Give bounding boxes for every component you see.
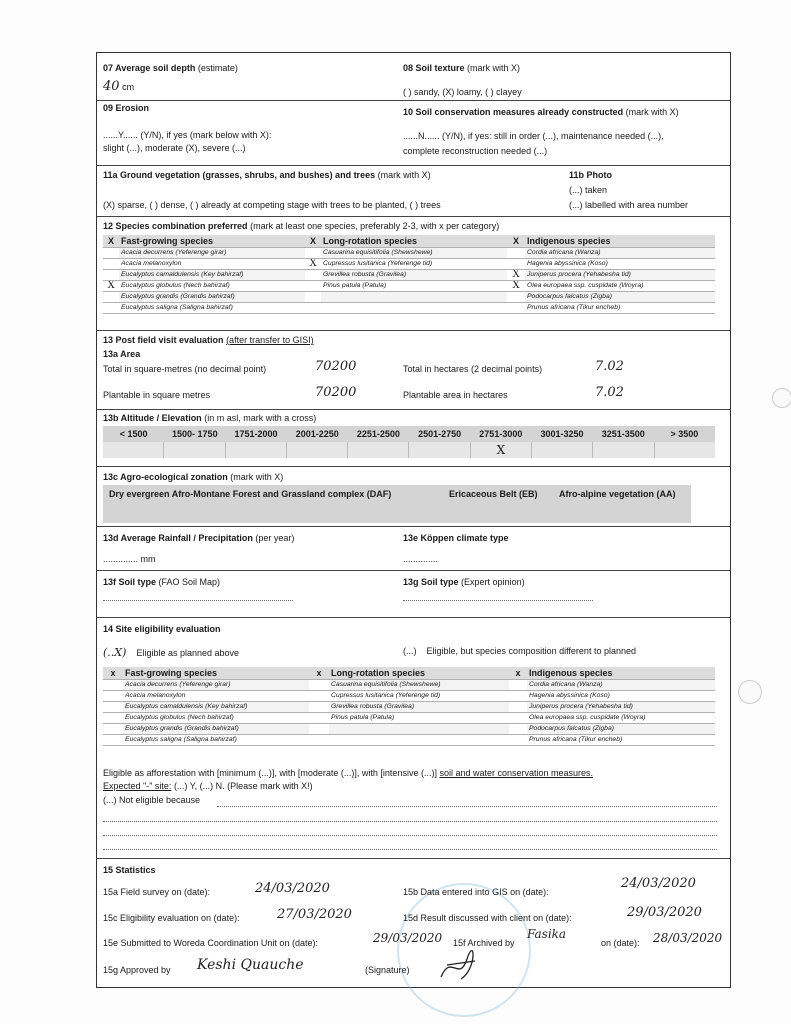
species-checkbox[interactable]	[305, 303, 321, 314]
koppen-label: 13e Köppen climate type	[403, 533, 509, 543]
agro-zonation-label: 13c Agro-ecological zonation (mark with X)	[103, 472, 284, 482]
not-eligible-blank-3[interactable]	[103, 835, 717, 836]
eligible-species-checkbox[interactable]	[103, 702, 123, 713]
species-checkbox[interactable]	[507, 292, 525, 303]
species-species-name: Acacia melanoxylon	[119, 259, 305, 270]
koppen-value[interactable]: ..............	[403, 554, 439, 564]
area-label: 13a Area	[103, 349, 141, 359]
eligible-species-header-cell: x	[509, 667, 527, 680]
eligible-species-row	[103, 735, 715, 746]
altitude-range-label: > 3500	[670, 429, 699, 439]
species-species-name: Grevillea robusta (Gravilea)	[321, 270, 507, 281]
species-checkbox[interactable]	[103, 292, 119, 303]
total-ha-label: Total in hectares (2 decimal points)	[403, 364, 543, 374]
fao-soil-label: 13f Soil type (FAO Soil Map)	[103, 577, 221, 587]
eligible-species-checkbox[interactable]	[509, 735, 527, 746]
altitude-range-label: 1751-2000	[234, 429, 278, 439]
species-species-name: Juniperus procera (Yehabesha tid)	[525, 270, 715, 281]
species-row	[103, 281, 715, 292]
species-checkbox[interactable]: X	[507, 270, 525, 281]
not-eligible-blank-2[interactable]	[103, 821, 717, 822]
species-species-name: Olea europaea ssp. cuspidate (Woyra)	[525, 281, 715, 292]
altitude-mark-cell[interactable]	[287, 442, 348, 458]
result-discussed-date[interactable]: 29/03/2020	[627, 905, 702, 920]
field-survey-label: 15a Field survey on (date):	[103, 887, 211, 897]
fao-soil-blank[interactable]	[103, 600, 293, 601]
plantable-sqm-value[interactable]: 70200	[315, 385, 357, 400]
altitude-range-label: 3001-3250	[540, 429, 584, 439]
eligible-species-checkbox[interactable]	[309, 680, 329, 691]
eligible-species-checkbox[interactable]	[103, 724, 123, 735]
eligible-species-checkbox[interactable]	[509, 691, 527, 702]
expected-site-line[interactable]: Expected "-" site: (...) Y, (...) N. (Please mark with X!)	[103, 781, 313, 791]
eligible-species-checkbox[interactable]	[103, 691, 123, 702]
eligible-species-header-row	[103, 667, 715, 680]
plantable-ha-label: Plantable area in hectares	[403, 390, 508, 400]
species-checkbox[interactable]	[103, 270, 119, 281]
species-header-cell: X	[305, 235, 321, 248]
woreda-submit-date[interactable]: 29/03/2020	[373, 931, 443, 945]
rainfall-label: 13d Average Rainfall / Precipitation (per year)	[103, 533, 295, 543]
archived-by-label: 15f Archived by	[453, 938, 515, 948]
zone-daf[interactable]: Dry evergreen Afro-Montane Forest and Grassland complex (DAF)	[109, 489, 392, 499]
altitude-mark-cell[interactable]	[409, 442, 470, 458]
eligible-species-species-name: Casuarina equisitifolia (Shewshewe)	[329, 680, 509, 691]
punch-hole-bottom	[738, 680, 762, 704]
altitude-mark-cell[interactable]	[226, 442, 287, 458]
eligible-species-row	[103, 680, 715, 691]
afforestation-line[interactable]: Eligible as afforestation with [minimum (...)], with [moderate (...)], with [intensive (...)] soil and water conservation measures.	[103, 768, 594, 778]
eligible-species-species-name: Acacia decurrens (Yeferenge girar)	[123, 680, 309, 691]
soil-conservation-line2[interactable]: complete reconstruction needed (...)	[403, 146, 548, 156]
altitude-label: 13b Altitude / Elevation (in m asl, mark with a cross)	[103, 413, 317, 423]
eligible-species-row	[103, 724, 715, 735]
soil-depth-label: 07 Average soil depth (estimate)	[103, 63, 238, 73]
eligible-species-header-cell: Indigenous species	[527, 667, 715, 680]
altitude-range-label: 3251-3500	[601, 429, 645, 439]
soil-depth-value[interactable]: 40 cm	[103, 79, 135, 94]
approved-by-name[interactable]: Keshi Quauche	[197, 957, 304, 973]
eligible-species-row	[103, 691, 715, 702]
eligible-species-species-name: Eucalyptus saligna (Saligna bahirzaf)	[123, 735, 309, 746]
signature-label: (Signature)	[365, 965, 410, 975]
altitude-mark-row	[103, 442, 715, 458]
altitude-range-label: < 1500	[119, 429, 148, 439]
species-row	[103, 248, 715, 259]
species-checkbox[interactable]	[507, 259, 525, 270]
ground-vegetation-options[interactable]: (X) sparse, ( ) dense, ( ) already at competing stage with trees to be planted, ( ) trees	[103, 200, 441, 210]
species-checkbox[interactable]	[103, 248, 119, 259]
eligible-planned[interactable]: (..X) Eligible as planned above	[103, 646, 240, 659]
post-field-label: 13 Post field visit evaluation (after transfer to GISI)	[103, 335, 314, 345]
result-discussed-label: 15d Result discussed with client on (date):	[403, 913, 572, 923]
not-eligible-blank-1[interactable]	[217, 806, 717, 807]
eligible-species-species-name: Eucalyptus camaldulensis (Key bahirzaf)	[123, 702, 309, 713]
eligible-species-species-name: Eucalyptus grandis (Grandis bahirzaf)	[123, 724, 309, 735]
eligible-species-checkbox[interactable]	[309, 691, 329, 702]
species-checkbox[interactable]: X	[103, 281, 119, 292]
eligible-species-species-name: Eucalyptus globulus (Nech bahirzaf)	[123, 713, 309, 724]
archived-date[interactable]: 28/03/2020	[653, 931, 723, 945]
altitude-mark-cell[interactable]	[348, 442, 409, 458]
species-row	[103, 270, 715, 281]
woreda-submit-label: 15e Submitted to Woreda Coordination Unit on (date):	[103, 938, 318, 948]
photo-labelled[interactable]: (...) labelled with area number	[569, 200, 689, 210]
eligible-species-species-name: Hagenia abyssinica (Koso)	[527, 691, 715, 702]
eligible-species-checkbox[interactable]	[103, 680, 123, 691]
eligible-species-checkbox[interactable]	[509, 724, 527, 735]
species-checkbox[interactable]	[305, 281, 321, 292]
site-eligibility-label: 14 Site eligibility evaluation	[103, 624, 221, 634]
gis-entry-label: 15b Data entered into GIS on (date):	[403, 887, 549, 897]
erosion-line1[interactable]: ......Y...... (Y/N), if yes (mark below with X):	[103, 130, 272, 140]
agro-zonation-box	[103, 485, 691, 523]
species-combination-label: 12 Species combination preferred (mark at least one species, preferably 2-3, with x per category)	[103, 221, 500, 231]
species-species-name: Pinus patula (Patula)	[321, 281, 507, 292]
gis-entry-date[interactable]: 24/03/2020	[621, 876, 696, 891]
total-sqm-label: Total in square-metres (no decimal point)	[103, 364, 267, 374]
species-header-cell: Indigenous species	[525, 235, 715, 248]
erosion-label: 09 Erosion	[103, 103, 150, 113]
not-eligible-blank-4[interactable]	[103, 849, 717, 850]
total-ha-value[interactable]: 7.02	[595, 359, 624, 374]
eligible-species-checkbox[interactable]	[309, 713, 329, 724]
species-combination-table	[103, 235, 715, 314]
species-row	[103, 303, 715, 314]
eligible-species-species-name	[329, 735, 509, 746]
species-header-cell: Fast-growing species	[119, 235, 305, 248]
eligible-species-species-name: Prunus africana (Tikur encheb)	[527, 735, 715, 746]
species-checkbox[interactable]	[103, 259, 119, 270]
species-checkbox[interactable]: X	[305, 259, 321, 270]
expert-soil-blank[interactable]	[403, 600, 593, 601]
altitude-range-label: 2251-2500	[356, 429, 400, 439]
species-species-name	[321, 292, 507, 303]
altitude-mark-cell[interactable]	[532, 442, 593, 458]
expert-soil-label: 13g Soil type (Expert opinion)	[403, 577, 525, 587]
eligible-species-row	[103, 702, 715, 713]
species-checkbox[interactable]: X	[507, 281, 525, 292]
altitude-range-label: 2751-3000	[479, 429, 523, 439]
species-header-cell: X	[103, 235, 119, 248]
eligible-species-species-name: Grevillea robusta (Gravilea)	[329, 702, 509, 713]
species-checkbox[interactable]	[305, 270, 321, 281]
species-species-name: Eucalyptus grandis (Grandis bahirzaf)	[119, 292, 305, 303]
eligible-species-row	[103, 713, 715, 724]
species-checkbox[interactable]	[305, 248, 321, 259]
altitude-mark-cell[interactable]	[103, 442, 164, 458]
eligible-species-header-cell: Fast-growing species	[123, 667, 309, 680]
altitude-mark-cell[interactable]: X	[471, 442, 532, 458]
archived-by-name[interactable]: Fasika	[527, 927, 567, 941]
eligible-species-species-name: Juniperus procera (Yehabesha tid)	[527, 702, 715, 713]
species-species-name: Cupressus lusitanica (Yeferenge tid)	[321, 259, 507, 270]
altitude-range-label: 1500- 1750	[172, 429, 218, 439]
eligible-species-header-cell: x	[103, 667, 123, 680]
eligible-different[interactable]: (...) Eligible, but species composition different to planned	[403, 646, 636, 656]
altitude-mark-cell[interactable]	[164, 442, 225, 458]
photo-label: 11b Photo	[569, 170, 613, 180]
eligible-species-species-name: Olea europaea ssp. cuspidate (Woyra)	[527, 713, 715, 724]
punch-hole-top	[772, 388, 791, 408]
species-species-name: Cordia africana (Wanza)	[525, 248, 715, 259]
soil-texture-label: 08 Soil texture (mark with X)	[403, 63, 521, 73]
altitude-mark-cell[interactable]	[593, 442, 654, 458]
not-eligible-line[interactable]: (...) Not eligible because	[103, 795, 201, 805]
eligible-species-checkbox[interactable]	[103, 735, 123, 746]
statistics-label: 15 Statistics	[103, 865, 156, 875]
photo-taken[interactable]: (...) taken	[569, 185, 608, 195]
altitude-mark-cell[interactable]	[655, 442, 715, 458]
eligible-species-checkbox[interactable]	[103, 713, 123, 724]
altitude-range-label: 2001-2250	[295, 429, 339, 439]
eligible-species-species-name	[329, 724, 509, 735]
zone-aa[interactable]: Afro-alpine vegetation (AA)	[559, 489, 676, 499]
soil-conservation-label: 10 Soil conservation measures already constructed (mark with X)	[403, 107, 679, 117]
species-species-name: Eucalyptus saligna (Saligna bahirzaf)	[119, 303, 305, 314]
erosion-line2[interactable]: slight (...), moderate (X), severe (...)	[103, 143, 246, 153]
eligible-species-species-name: Cupressus lusitanica (Yeferenge tid)	[329, 691, 509, 702]
species-species-name: Acacia decurrens (Yeferenge girar)	[119, 248, 305, 259]
eligible-species-header-cell: x	[309, 667, 329, 680]
species-checkbox[interactable]	[305, 292, 321, 303]
plantable-ha-value[interactable]: 7.02	[595, 385, 624, 400]
zone-eb[interactable]: Ericaceous Belt (EB)	[449, 489, 538, 499]
eligible-species-checkbox[interactable]	[509, 702, 527, 713]
eligible-species-checkbox[interactable]	[309, 735, 329, 746]
eligible-species-checkbox[interactable]	[309, 702, 329, 713]
species-species-name: Eucalyptus globulus (Nech bahirzaf)	[119, 281, 305, 292]
species-species-name: Casuarina equisitifolia (Shewshewe)	[321, 248, 507, 259]
archived-date-label: on (date):	[601, 938, 640, 948]
species-species-name: Prunus africana (Tikur encheb)	[525, 303, 715, 314]
species-species-name: Eucalyptus camaldulensis (Key bahirzaf)	[119, 270, 305, 281]
eligible-species-species-name: Pinus patula (Patula)	[329, 713, 509, 724]
soil-texture-options[interactable]: ( ) sandy, (X) loamy, ( ) clayey	[403, 87, 522, 97]
species-header-row	[103, 235, 715, 248]
species-checkbox[interactable]	[103, 303, 119, 314]
altitude-range-label: 2501-2750	[418, 429, 462, 439]
species-checkbox[interactable]	[507, 303, 525, 314]
species-species-name: Hagenia abyssinica (Koso)	[525, 259, 715, 270]
plantable-sqm-label: Plantable in square metres	[103, 390, 211, 400]
species-row	[103, 259, 715, 270]
eligible-species-header-cell: Long-rotation species	[329, 667, 509, 680]
eligibility-eval-label: 15c Eligibility evaluation on (date):	[103, 913, 240, 923]
species-header-cell: Long-rotation species	[321, 235, 507, 248]
rainfall-value[interactable]: .............. mm	[103, 554, 156, 564]
eligible-species-checkbox[interactable]	[509, 713, 527, 724]
eligibility-eval-date[interactable]: 27/03/2020	[277, 907, 352, 922]
species-species-name: Podocarpus falcatus (Zigba)	[525, 292, 715, 303]
eligible-species-species-name: Acacia melanoxylon	[123, 691, 309, 702]
field-survey-date[interactable]: 24/03/2020	[255, 881, 330, 896]
species-row	[103, 292, 715, 303]
signature-scribble	[437, 949, 481, 985]
eligible-species-checkbox[interactable]	[509, 680, 527, 691]
eligible-species-species-name: Cordia africana (Wanza)	[527, 680, 715, 691]
species-checkbox[interactable]	[507, 248, 525, 259]
form-page	[96, 52, 731, 988]
eligible-species-species-name: Podocarpus falcatus (Zigba)	[527, 724, 715, 735]
ground-vegetation-label: 11a Ground vegetation (grasses, shrubs, and bushes) and trees (mark with X)	[103, 170, 431, 180]
altitude-header-row	[103, 426, 715, 442]
eligible-species-table	[103, 667, 715, 746]
approved-by-label: 15g Approved by	[103, 965, 171, 975]
species-species-name	[321, 303, 507, 314]
eligible-species-checkbox[interactable]	[309, 724, 329, 735]
soil-conservation-line1[interactable]: ......N...... (Y/N), if yes: still in order (...), maintenance needed (...),	[403, 131, 664, 141]
total-sqm-value[interactable]: 70200	[315, 359, 357, 374]
species-header-cell: X	[507, 235, 525, 248]
